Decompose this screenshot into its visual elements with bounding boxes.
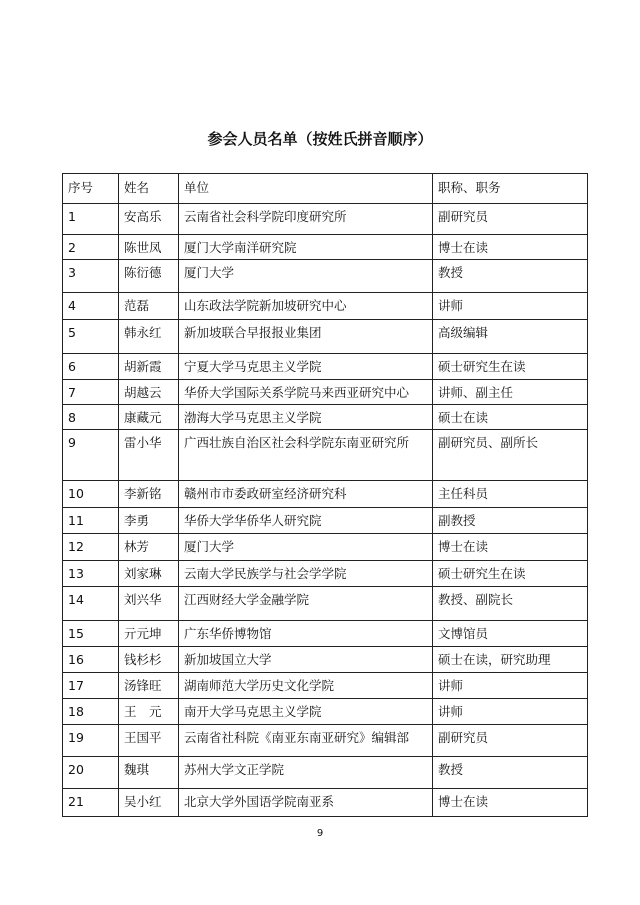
cell-unit: 湖南师范大学历史文化学院 bbox=[179, 673, 433, 699]
cell-unit: 云南省社会科学院印度研究所 bbox=[179, 204, 433, 235]
cell-number: 7 bbox=[63, 380, 119, 405]
cell-name: 钱杉杉 bbox=[119, 647, 179, 673]
header-unit: 单位 bbox=[179, 174, 433, 204]
cell-number: 16 bbox=[63, 647, 119, 673]
table-row bbox=[63, 587, 588, 621]
cell-title: 硕士在读 bbox=[433, 405, 588, 430]
cell-name: 亓元坤 bbox=[119, 621, 179, 647]
cell-name: 胡越云 bbox=[119, 380, 179, 405]
cell-number: 13 bbox=[63, 561, 119, 587]
cell-name: 王 元 bbox=[119, 699, 179, 725]
table-row bbox=[63, 647, 588, 673]
cell-unit: 厦门大学南洋研究院 bbox=[179, 235, 433, 260]
cell-unit: 南开大学马克思主义学院 bbox=[179, 699, 433, 725]
table-row bbox=[63, 508, 588, 534]
cell-name: 汤锋旺 bbox=[119, 673, 179, 699]
cell-unit: 北京大学外国语学院南亚系 bbox=[179, 789, 433, 817]
page-title: 参会人员名单（按姓氏拼音顺序） bbox=[207, 130, 433, 148]
cell-title: 主任科员 bbox=[433, 481, 588, 508]
table-row bbox=[63, 405, 588, 430]
cell-number: 6 bbox=[63, 354, 119, 380]
table-row bbox=[63, 354, 588, 380]
cell-unit: 云南省社科院《南亚东南亚研究》编辑部 bbox=[179, 725, 433, 757]
cell-title: 博士在读 bbox=[433, 235, 588, 260]
table-row bbox=[63, 320, 588, 354]
cell-title: 讲师 bbox=[433, 673, 588, 699]
cell-title: 硕士研究生在读 bbox=[433, 354, 588, 380]
cell-title: 教授、副院长 bbox=[433, 587, 588, 621]
page-number: 9 bbox=[316, 828, 324, 839]
cell-unit: 云南大学民族学与社会学学院 bbox=[179, 561, 433, 587]
cell-number: 12 bbox=[63, 534, 119, 561]
cell-unit: 苏州大学文正学院 bbox=[179, 757, 433, 789]
cell-name: 范磊 bbox=[119, 293, 179, 320]
table-header-row bbox=[63, 174, 588, 204]
cell-number: 1 bbox=[63, 204, 119, 235]
cell-unit: 广东华侨博物馆 bbox=[179, 621, 433, 647]
cell-number: 21 bbox=[63, 789, 119, 817]
table-row bbox=[63, 673, 588, 699]
cell-unit: 新加坡联合早报报业集团 bbox=[179, 320, 433, 354]
cell-unit: 赣州市市委政研室经济研究科 bbox=[179, 481, 433, 508]
header-number: 序号 bbox=[63, 174, 119, 204]
cell-name: 雷小华 bbox=[119, 430, 179, 481]
cell-unit: 厦门大学 bbox=[179, 260, 433, 293]
cell-name: 魏琪 bbox=[119, 757, 179, 789]
table-row bbox=[63, 757, 588, 789]
cell-number: 18 bbox=[63, 699, 119, 725]
cell-number: 4 bbox=[63, 293, 119, 320]
cell-number: 19 bbox=[63, 725, 119, 757]
cell-number: 15 bbox=[63, 621, 119, 647]
cell-title: 博士在读 bbox=[433, 789, 588, 817]
cell-unit: 新加坡国立大学 bbox=[179, 647, 433, 673]
table-row bbox=[63, 699, 588, 725]
table-row bbox=[63, 260, 588, 293]
cell-name: 林芳 bbox=[119, 534, 179, 561]
cell-number: 11 bbox=[63, 508, 119, 534]
cell-title: 讲师、副主任 bbox=[433, 380, 588, 405]
cell-number: 2 bbox=[63, 235, 119, 260]
cell-title: 博士在读 bbox=[433, 534, 588, 561]
cell-number: 3 bbox=[63, 260, 119, 293]
table-row bbox=[63, 235, 588, 260]
cell-unit: 华侨大学国际关系学院马来西亚研究中心 bbox=[179, 380, 433, 405]
table-row bbox=[63, 204, 588, 235]
header-name: 姓名 bbox=[119, 174, 179, 204]
cell-name: 康藏元 bbox=[119, 405, 179, 430]
table-row bbox=[63, 725, 588, 757]
cell-title: 硕士研究生在读 bbox=[433, 561, 588, 587]
cell-unit: 广西壮族自治区社会科学院东南亚研究所 bbox=[179, 430, 433, 481]
cell-number: 9 bbox=[63, 430, 119, 481]
cell-unit: 华侨大学华侨华人研究院 bbox=[179, 508, 433, 534]
cell-title: 硕士在读，研究助理 bbox=[433, 647, 588, 673]
table-row bbox=[63, 561, 588, 587]
cell-unit: 渤海大学马克思主义学院 bbox=[179, 405, 433, 430]
cell-name: 王国平 bbox=[119, 725, 179, 757]
cell-name: 陈衍德 bbox=[119, 260, 179, 293]
cell-name: 刘家琳 bbox=[119, 561, 179, 587]
table-row bbox=[63, 621, 588, 647]
cell-number: 10 bbox=[63, 481, 119, 508]
cell-name: 胡新霞 bbox=[119, 354, 179, 380]
cell-name: 李新铭 bbox=[119, 481, 179, 508]
cell-number: 8 bbox=[63, 405, 119, 430]
table-row bbox=[63, 430, 588, 481]
cell-name: 李勇 bbox=[119, 508, 179, 534]
table-row bbox=[63, 534, 588, 561]
cell-title: 高级编辑 bbox=[433, 320, 588, 354]
attendee-table bbox=[62, 173, 588, 817]
cell-title: 教授 bbox=[433, 757, 588, 789]
cell-unit: 宁夏大学马克思主义学院 bbox=[179, 354, 433, 380]
cell-title: 副研究员 bbox=[433, 204, 588, 235]
table-row bbox=[63, 380, 588, 405]
cell-title: 副教授 bbox=[433, 508, 588, 534]
cell-name: 陈世凤 bbox=[119, 235, 179, 260]
cell-unit: 厦门大学 bbox=[179, 534, 433, 561]
cell-title: 副研究员 bbox=[433, 725, 588, 757]
cell-unit: 江西财经大学金融学院 bbox=[179, 587, 433, 621]
cell-name: 刘兴华 bbox=[119, 587, 179, 621]
cell-name: 吴小红 bbox=[119, 789, 179, 817]
cell-title: 讲师 bbox=[433, 699, 588, 725]
header-title: 职称、职务 bbox=[433, 174, 588, 204]
table-row bbox=[63, 293, 588, 320]
cell-title: 副研究员、副所长 bbox=[433, 430, 588, 481]
cell-number: 14 bbox=[63, 587, 119, 621]
cell-name: 韩永红 bbox=[119, 320, 179, 354]
cell-title: 文博馆员 bbox=[433, 621, 588, 647]
cell-name: 安高乐 bbox=[119, 204, 179, 235]
table-row bbox=[63, 789, 588, 817]
table-row bbox=[63, 481, 588, 508]
cell-number: 20 bbox=[63, 757, 119, 789]
cell-title: 教授 bbox=[433, 260, 588, 293]
cell-number: 5 bbox=[63, 320, 119, 354]
cell-unit: 山东政法学院新加坡研究中心 bbox=[179, 293, 433, 320]
cell-number: 17 bbox=[63, 673, 119, 699]
cell-title: 讲师 bbox=[433, 293, 588, 320]
